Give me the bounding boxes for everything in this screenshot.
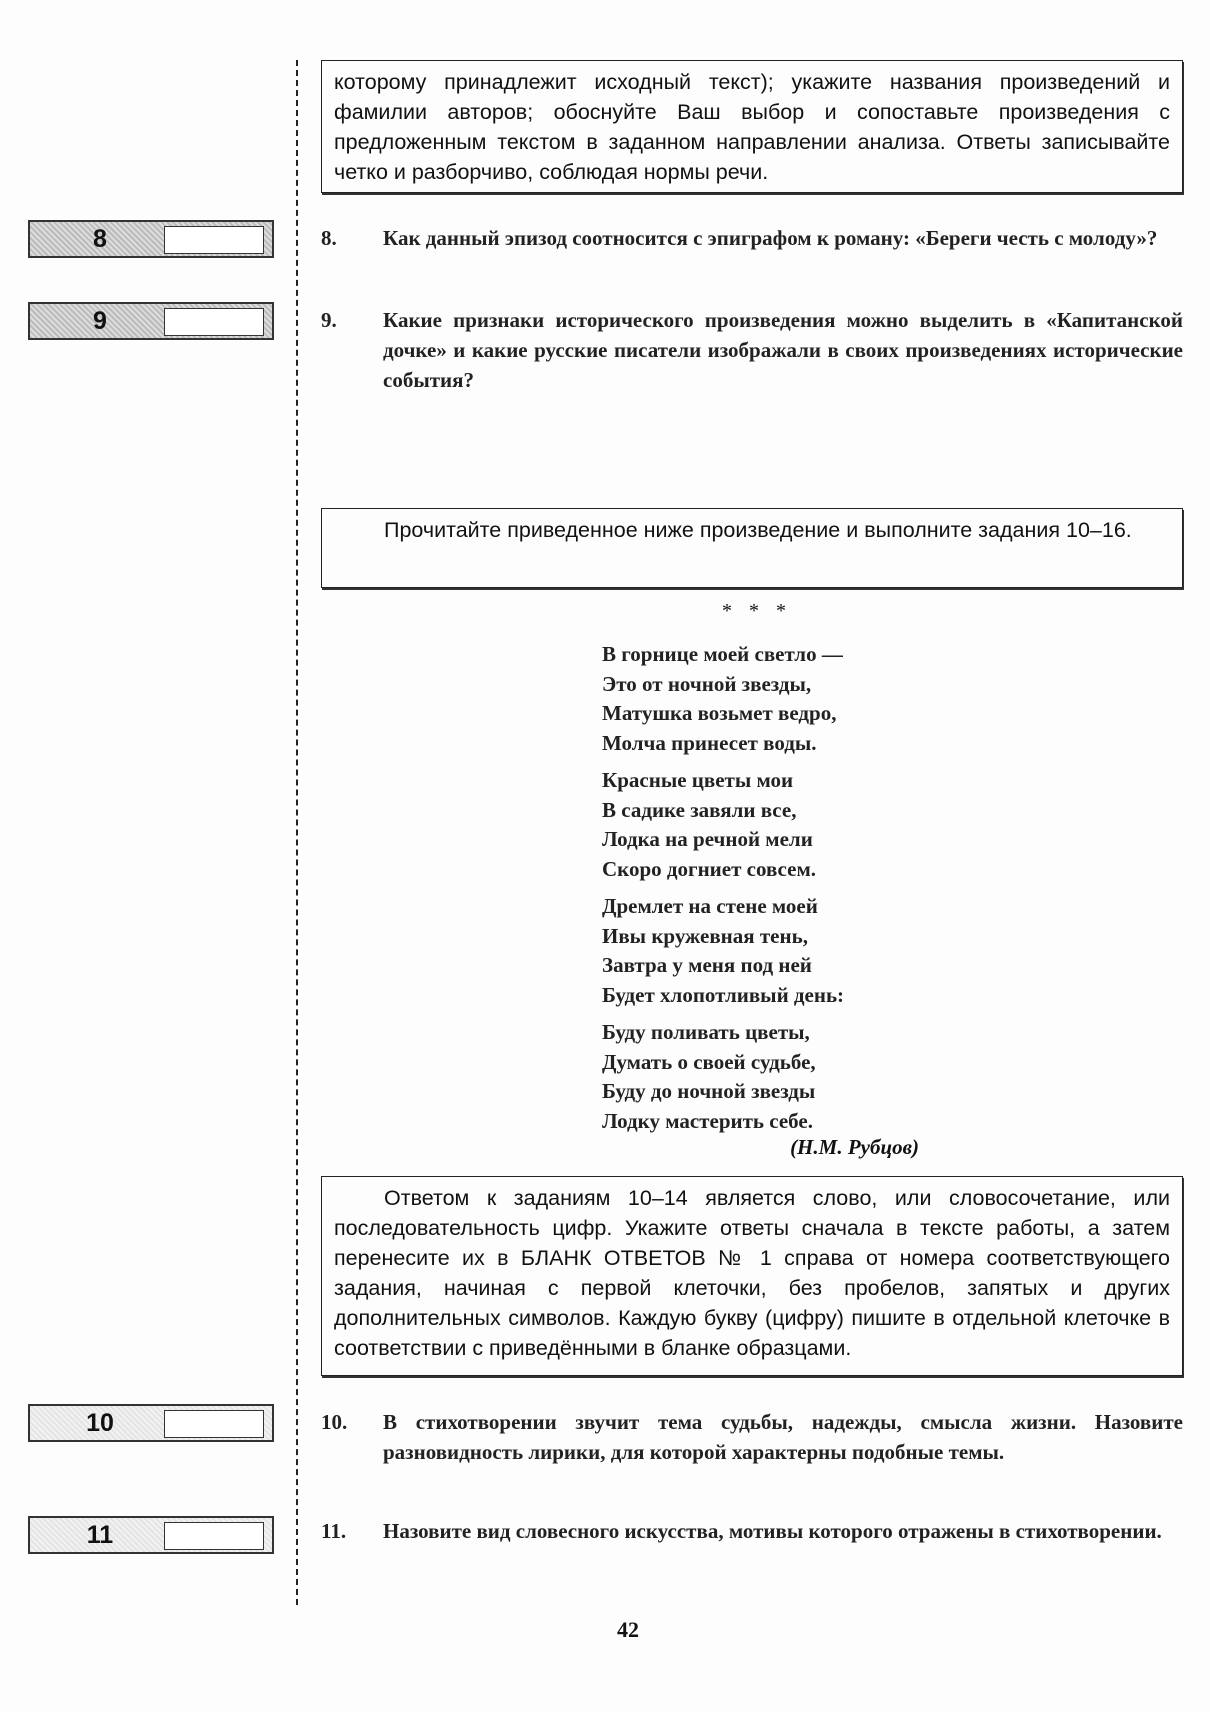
poem-line: В горнице моей светло — (602, 642, 843, 666)
stanza (602, 1018, 844, 1136)
question-10 (321, 1407, 1183, 1467)
poem-line: Матушка возьмет ведро, (602, 701, 837, 725)
answer-instruction-text: Ответом к заданиям 10–14 является слово, или словосочетание, или последовательность цифр. Укажите ответы сначала в тексте работы, а затем перенесите их в БЛАНК ОТВЕТОВ № 1 справа от номера соответствующего задания, начиная с первой клеточки, без пробелов, запятых и других дополнительных символов. Каждую букву (цифру) пишите в отдельной клеточке в соответствии с приведёнными в бланке образцами. (334, 1186, 1170, 1360)
poem-title: * * * (722, 600, 792, 622)
badge-number: 8 (93, 225, 107, 253)
answer-badge-11 (28, 1516, 274, 1554)
instruction-text: которому принадлежит исходный текст); укажите названия произведений и фамилии авторов; обоснуйте Ваш выбор и сопоставьте произведения с предложенным текстом в заданном направлении анализа. Ответы записывайте четко и разборчиво, соблюдая нормы речи. (334, 70, 1170, 184)
stanza (602, 766, 844, 884)
question-number: 8. (321, 226, 337, 250)
badge-number: 10 (86, 1409, 114, 1437)
question-text: Как данный эпизод соотносится с эпиграфом к роману: «Береги честь с молоду»? (383, 226, 1158, 250)
answer-cell[interactable] (164, 226, 264, 254)
read-instruction-box (321, 508, 1183, 588)
question-text: Какие признаки исторического произведения можно выделить в «Капитанской дочке» и какие русские писатели изображали в своих произведениях исторические события? (383, 308, 1183, 392)
instruction-box (321, 60, 1183, 193)
answer-badge-10 (28, 1404, 274, 1442)
question-text: Назовите вид словесного искусства, мотивы которого отражены в стихотворении. (383, 1519, 1162, 1543)
poem-line: Лодку мастерить себе. (602, 1108, 813, 1133)
poem-author: (Н.М. Рубцов) (790, 1135, 919, 1159)
poem-line: Лодка на речной мели (602, 827, 813, 851)
badge-number: 11 (86, 1521, 114, 1549)
page-number: 42 (617, 1617, 639, 1642)
answer-cell[interactable] (164, 1410, 264, 1438)
question-number: 9. (321, 308, 337, 332)
question-9 (321, 305, 1183, 395)
poem-line: Буду поливать цветы, (602, 1020, 810, 1044)
poem-line: Будет хлопотливый день: (602, 982, 845, 1007)
question-number: 11. (321, 1519, 347, 1543)
question-text: В стихотворении звучит тема судьбы, надежды, смысла жизни. Назовите разновидность лирики, для которой характерны подобные темы. (383, 1410, 1183, 1464)
read-instruction-text: Прочитайте приведенное ниже произведение и выполните задания 10–16. (384, 518, 1132, 542)
answer-cell[interactable] (164, 1522, 264, 1550)
stanza (602, 892, 844, 1010)
poem-line: В садике завяли все, (602, 797, 797, 822)
question-number: 10. (321, 1410, 348, 1434)
poem-line: Буду до ночной звезды (602, 1079, 816, 1103)
answer-cell[interactable] (164, 308, 264, 336)
question-8 (321, 223, 1183, 253)
poem-line: Завтра у меня под ней (602, 953, 812, 977)
poem-line: Красные цветы мои (602, 768, 794, 792)
poem-line: Дремлет на стене моей (602, 894, 818, 918)
badge-number: 9 (93, 307, 107, 335)
poem (602, 640, 844, 1144)
cut-line (296, 60, 298, 1605)
answer-badge-9 (28, 302, 274, 340)
stanza (602, 640, 844, 758)
poem-line: Думать о своей судьбе, (602, 1049, 816, 1074)
poem-line: Это от ночной звезды, (602, 671, 812, 696)
question-11 (321, 1516, 1183, 1546)
answer-badge-8 (28, 220, 274, 258)
poem-line: Скоро догниет совсем. (602, 856, 817, 881)
answer-instruction-box (321, 1176, 1183, 1376)
poem-line: Молча принесет воды. (602, 730, 817, 755)
poem-line: Ивы кружевная тень, (602, 923, 808, 948)
